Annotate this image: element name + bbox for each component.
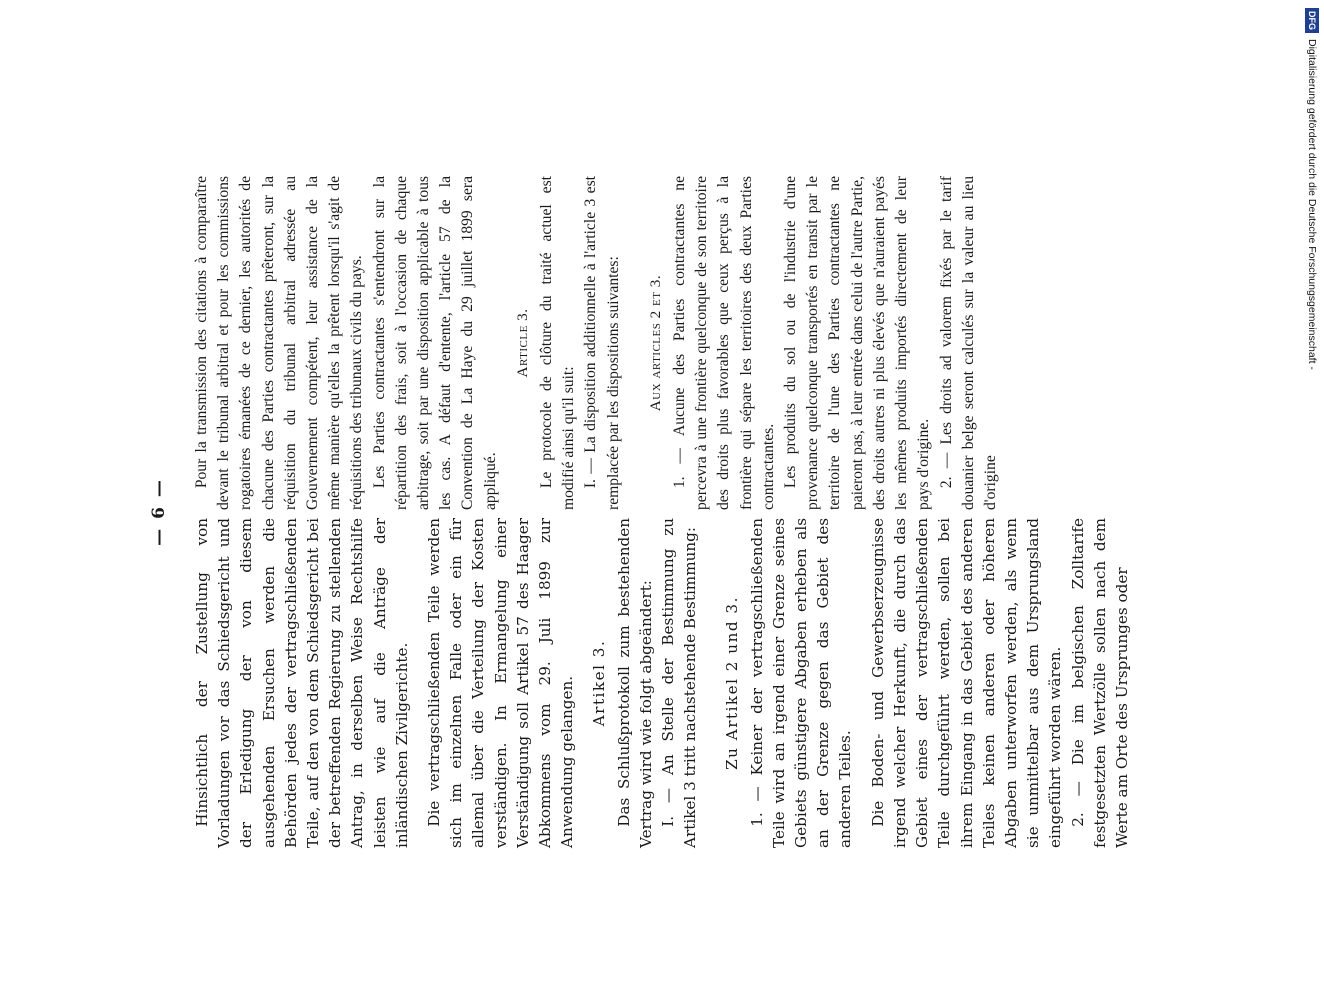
french-paragraph: Pour la transmission des citations à comparaître devant le tribunal arbitral et pour les commissions rogatoires émanées de ce dernier, les autorités de chacune des Parties contractantes prêteront, sur la réquisition du tribunal arbitral adressée au Gouvernement compétent, leur assistance de la même manière qu'elles la prêtent lorsqu'il s'agit de réquisitions des tribunaux civils du pays. xyxy=(193,176,366,510)
german-paragraph: Das Schlußprotokoll zum bestehenden Vertrag wird wie folgt abgeändert: xyxy=(614,518,655,848)
rotated-page xyxy=(143,176,1203,848)
page-number: — 6 — xyxy=(149,478,169,546)
french-column xyxy=(191,176,1002,510)
german-heading-articles-2-3: Zu Artikel 2 und 3. xyxy=(723,596,742,770)
digitization-strip xyxy=(1304,8,1320,408)
french-paragraph: I. — La disposition additionnelle à l'article 3 est remplacée par les dispositions suivantes: xyxy=(582,176,622,510)
french-heading-article-3: Article 3. xyxy=(513,308,531,378)
french-paragraph: 1. — Aucune des Parties contractantes ne percevra à une frontière quelconque de son territoire des droits plus favorables que ceux perçus à la frontière qui sépare les territoires des deux Parties contractantes. xyxy=(671,176,777,510)
german-paragraph: Die Boden- und Gewerbserzeugnisse irgend welcher Herkunft, die durch das Gebiet eines der vertragschließenden Teile durchgeführt werden, sollen bei ihrem Eingang in das Gebiet des anderen Teiles keinen anderen oder höheren Abgaben unterworfen werden, als wenn sie unmittelbar aus dem Ursprungsland eingeführt worden wären. xyxy=(868,518,1065,848)
german-paragraph: 2. — Die im belgischen Zolltarife festgesetzten Wertzölle sollen nach dem Werte am Orte des Ursprunges oder xyxy=(1068,518,1131,848)
digitization-note xyxy=(1304,8,1320,408)
german-paragraph: Die vertragschließenden Teile werden sich im einzelnen Falle oder ein für allemal über die Verteilung der Kosten verständigen. In Ermangelung einer Verständigung soll Artikel 57 des Haager Abkommens vom 29. Juli 1899 zur Anwendung gelangen. xyxy=(425,518,577,848)
digitization-text: Digitalisierung gefördert durch die Deutsche Forschungsgemeinschaft - xyxy=(1306,39,1318,370)
french-paragraph: Les Parties contractantes s'entendront sur la répartition des frais, soit à l'occasion de chaque arbitrage, soit par une disposition applicable à tous les cas. A défaut d'entente, l'article 57 de la Convention de La Haye du 29 juillet 1899 sera appliqué. xyxy=(370,176,499,510)
french-heading-articles-2-3: Aux articles 2 et 3. xyxy=(646,274,664,412)
german-column xyxy=(191,518,1133,848)
french-paragraph: 2. — Les droits ad valorem fixés par le tarif douanier belge seront calculés sur la valeur au lieu d'origine xyxy=(937,176,999,510)
german-paragraph: I. — An Stelle der Bestimmung zu Artikel 3 tritt nachstehende Bestimmung: xyxy=(659,518,700,848)
french-paragraph: Le protocole de clôture du traité actuel est modifié ainsi qu'il suit: xyxy=(538,176,578,510)
german-paragraph: Hinsichtlich der Zustellung von Vorladungen vor das Schiedsgericht und der Erledigung der von diesem ausgehenden Ersuchen werden die Behörden jedes der vertragschließenden Teile, auf den von dem Schiedsgericht bei der betreffenden Regierung zu stellenden Antrag, in derselben Weise Rechtshilfe leisten wie auf die Anträge der inländischen Zivilgerichte. xyxy=(193,518,411,848)
dfg-logo: DFG xyxy=(1305,8,1319,33)
german-heading-article-3: Artikel 3. xyxy=(590,639,609,727)
french-paragraph: Les produits du sol ou de l'industrie d'une provenance quelconque transportés en transit par le territoire de l'une des Parties contractantes ne paieront pas, à leur entrée dans celui de l'autre Partie, des droits autres ni plus élevés que n'auraient payés les mêmes produits importés directement de leur pays d'origine. xyxy=(782,176,933,510)
german-paragraph: 1. — Keiner der vertragschließenden Teile wird an irgend einer Grenze seines Gebiets günstigere Abgaben erheben als an der Grenze gegen das Gebiet des anderen Teiles. xyxy=(747,518,855,848)
